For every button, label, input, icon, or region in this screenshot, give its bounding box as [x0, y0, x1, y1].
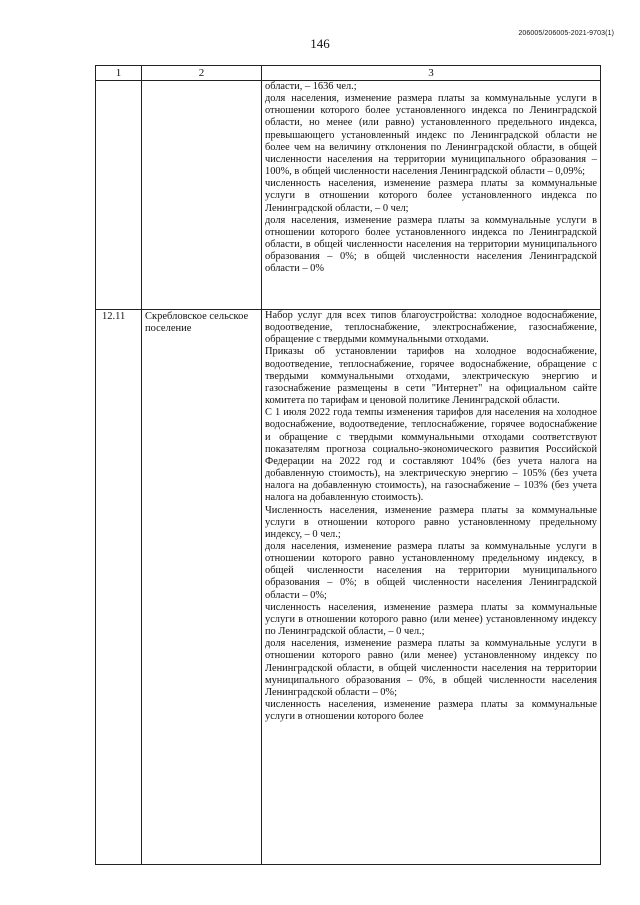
paragraph: доля населения, изменение размера платы за коммунальные услуги в отношении которого равно установленному предельному индексу, в общей численности населения на территории муниципального образования – 0%; в общей численности населения Ленинградской области – 0%;	[265, 540, 597, 601]
column-header: 3	[262, 66, 601, 81]
document-code: 206005/206005-2021-9703(1)	[518, 30, 614, 37]
table-header-row	[96, 66, 601, 81]
paragraph: доля населения, изменение размера платы за коммунальные услуги в отношении которого более установленного индекса по Ленинградской области, но менее (или равно) установленного предельного индекса, превышающего установленный индекс по Ленинградской области не более чем на величину отклонения по Ленинградской области, в общей численности населения на территории муниципального образования – 100%, в общей численности населения Ленинградской области – 0,09%;	[265, 93, 597, 178]
settlement-name	[142, 81, 262, 310]
row-number: 12.11	[96, 310, 142, 865]
page-number: 146	[310, 36, 330, 51]
paragraph: численность населения, изменение размера платы за коммунальные услуги в отношении которого более	[265, 699, 597, 723]
column-header: 2	[142, 66, 262, 81]
row-description	[262, 310, 601, 865]
paragraph: численность населения, изменение размера платы за коммунальные услуги в отношении которого равно (или менее) установленному индексу по Ленинградской области, – 0 чел.;	[265, 601, 597, 638]
paragraph: Приказы об установлении тарифов на холодное водоснабжение, водоотведение, теплоснабжение, горячее водоснабжение, обращение с твердыми коммунальными отходами, электрическую энергию и газоснабжение размещены в сети "Интернет" на официальном сайте комитета по тарифам и ценовой политике Ленинградской области.	[265, 346, 597, 407]
table-row	[96, 81, 601, 310]
tariff-table	[95, 65, 601, 865]
table-row	[96, 310, 601, 865]
paragraph: области, – 1636 чел.;	[265, 81, 357, 92]
paragraph: численность населения, изменение размера платы за коммунальные услуги в отношении которого более установленного индекса по Ленинградской области, – 0 чел;	[265, 178, 597, 214]
paragraph: С 1 июля 2022 года темпы изменения тарифов для населения на холодное водоснабжение, водоотведение, теплоснабжение, горячее водоснабжение и обращение с твердыми коммунальными отходами соответствуют показателям прогноза социально-экономического развития Российской Федерации на 2022 год и составляют 104% (без учета налога на добавленную стоимость), на электрическую энергию – 105% (без учета налога на добавленную стоимость), на газоснабжение – 103% (без учета налога на добавленную стоимость).	[265, 407, 597, 504]
paragraph: доля населения, изменение размера платы за коммунальные услуги в отношении которого равно (или менее) установленному индексу по Ленинградской области, в общей численности населения на территории муниципального образования – 0%, в общей численности населения Ленинградской области – 0%;	[265, 638, 597, 698]
row-number	[96, 81, 142, 310]
column-header: 1	[96, 66, 142, 81]
paragraph: Численность населения, изменение размера платы за коммунальные услуги в отношении которого равно установленному предельному индексу, – 0 чел.;	[265, 504, 597, 540]
paragraph: Набор услуг для всех типов благоустройства: холодное водоснабжение, водоотведение, теплоснабжение, электроснабжение, газоснабжение, обращение с твердыми коммунальными отходами.	[265, 310, 597, 346]
row-description	[262, 81, 601, 310]
paragraph: доля населения, изменение размера платы за коммунальные услуги в отношении которого более установленного индекса по Ленинградской области, в общей численности населения на территории муниципального образования – 0%; в общей численности населения Ленинградской области – 0%	[265, 214, 597, 275]
settlement-name: Скребловское сельское поселение	[142, 310, 262, 865]
